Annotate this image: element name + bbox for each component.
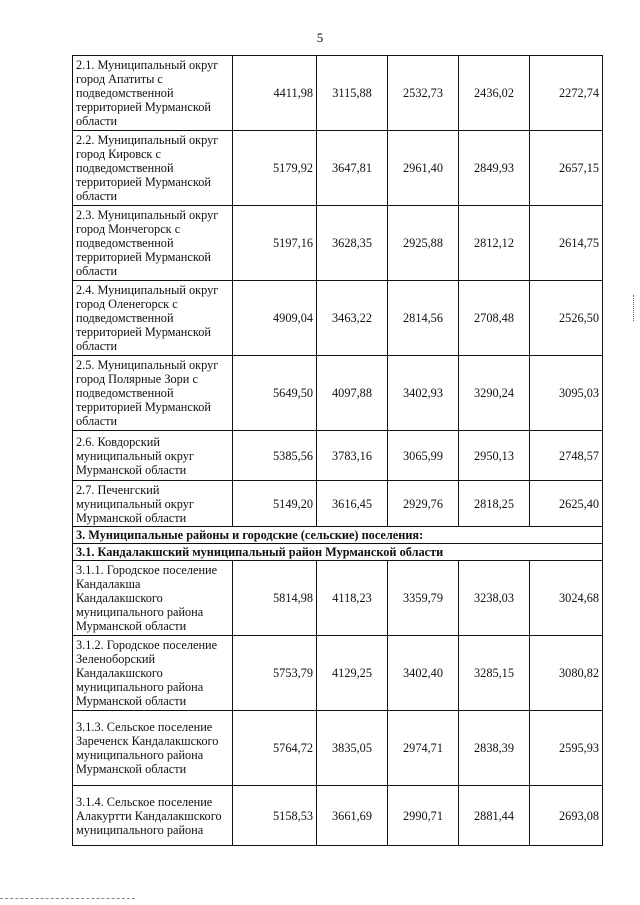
value-cell: 4118,23 [317, 561, 388, 636]
section-heading: 3. Муниципальные районы и городские (сельские) поселения: [73, 527, 603, 544]
value-cell: 5753,79 [233, 636, 317, 711]
value-cell: 2929,76 [388, 481, 459, 527]
value-cell: 2974,71 [388, 711, 459, 786]
value-cell: 3024,68 [530, 561, 603, 636]
table-row [73, 636, 603, 711]
table-row [73, 561, 603, 636]
value-cell: 2657,15 [530, 131, 603, 206]
value-cell: 2748,57 [530, 431, 603, 481]
value-cell: 2838,39 [459, 711, 530, 786]
value-cell: 5179,92 [233, 131, 317, 206]
value-cell: 4411,98 [233, 56, 317, 131]
value-cell: 2990,71 [388, 786, 459, 846]
value-cell: 3783,16 [317, 431, 388, 481]
value-cell: 2708,48 [459, 281, 530, 356]
territory-name-cell: 2.4. Муниципальный округ город Оленегорск с подведомственной территорией Мурманской области [73, 281, 233, 356]
territory-name-cell: 2.5. Муниципальный округ город Полярные Зори с подведомственной территорией Мурманской области [73, 356, 233, 431]
table-body [73, 56, 603, 846]
value-cell: 2961,40 [388, 131, 459, 206]
table-row [73, 786, 603, 846]
value-cell: 5197,16 [233, 206, 317, 281]
territory-name-cell: 2.1. Муниципальный округ город Апатиты с подведомственной территорией Мурманской области [73, 56, 233, 131]
value-cell: 5764,72 [233, 711, 317, 786]
value-cell: 4097,88 [317, 356, 388, 431]
value-cell: 4129,25 [317, 636, 388, 711]
scan-edge-mark [633, 295, 637, 321]
territory-name-cell: 3.1.1. Городское поселение Кандалакша Кандалакшского муниципального района Мурманской области [73, 561, 233, 636]
value-cell: 3463,22 [317, 281, 388, 356]
value-cell: 5149,20 [233, 481, 317, 527]
value-cell: 3080,82 [530, 636, 603, 711]
value-cell: 3238,03 [459, 561, 530, 636]
value-cell: 3115,88 [317, 56, 388, 131]
territory-name-cell: 2.2. Муниципальный округ город Кировск с подведомственной территорией Мурманской области [73, 131, 233, 206]
section-heading: 3.1. Кандалакшский муниципальный район Мурманской области [73, 544, 603, 561]
table-row [73, 356, 603, 431]
value-cell: 3835,05 [317, 711, 388, 786]
value-cell: 3628,35 [317, 206, 388, 281]
value-cell: 5649,50 [233, 356, 317, 431]
table-row [73, 56, 603, 131]
value-cell: 2693,08 [530, 786, 603, 846]
value-cell: 5385,56 [233, 431, 317, 481]
value-cell: 3616,45 [317, 481, 388, 527]
value-cell: 5814,98 [233, 561, 317, 636]
territory-name-cell: 2.7. Печенгский муниципальный округ Мурманской области [73, 481, 233, 527]
value-cell: 5158,53 [233, 786, 317, 846]
page-number: 5 [316, 30, 324, 45]
value-cell: 2614,75 [530, 206, 603, 281]
value-cell: 3647,81 [317, 131, 388, 206]
value-cell: 3065,99 [388, 431, 459, 481]
territory-name-cell: 2.3. Муниципальный округ город Мончегорск с подведомственной территорией Мурманской области [73, 206, 233, 281]
value-cell: 2526,50 [530, 281, 603, 356]
value-cell: 2272,74 [530, 56, 603, 131]
tariff-table [72, 55, 603, 846]
value-cell: 2814,56 [388, 281, 459, 356]
value-cell: 2818,25 [459, 481, 530, 527]
value-cell: 2849,93 [459, 131, 530, 206]
value-cell: 2925,88 [388, 206, 459, 281]
value-cell: 3661,69 [317, 786, 388, 846]
value-cell: 2950,13 [459, 431, 530, 481]
value-cell: 4909,04 [233, 281, 317, 356]
value-cell: 3402,93 [388, 356, 459, 431]
value-cell: 2812,12 [459, 206, 530, 281]
value-cell: 3095,03 [530, 356, 603, 431]
table-row [73, 711, 603, 786]
territory-name-cell: 3.1.3. Сельское поселение Зареченск Кандалакшского муниципального района Мурманской области [73, 711, 233, 786]
section-heading-row [73, 544, 603, 561]
value-cell: 2532,73 [388, 56, 459, 131]
table-row [73, 481, 603, 527]
territory-name-cell: 3.1.2. Городское поселение Зеленоборский Кандалакшского муниципального района Мурманской области [73, 636, 233, 711]
footer-line [0, 898, 135, 899]
territory-name-cell: 3.1.4. Сельское поселение Алакуртти Кандалакшского муниципального района [73, 786, 233, 846]
value-cell: 2436,02 [459, 56, 530, 131]
section-heading-row [73, 527, 603, 544]
value-cell: 2881,44 [459, 786, 530, 846]
table-row [73, 131, 603, 206]
value-cell: 3285,15 [459, 636, 530, 711]
territory-name-cell: 2.6. Ковдорский муниципальный округ Мурманской области [73, 431, 233, 481]
table-row [73, 206, 603, 281]
value-cell: 2595,93 [530, 711, 603, 786]
value-cell: 3359,79 [388, 561, 459, 636]
table-row [73, 281, 603, 356]
value-cell: 3402,40 [388, 636, 459, 711]
table-row [73, 431, 603, 481]
value-cell: 3290,24 [459, 356, 530, 431]
value-cell: 2625,40 [530, 481, 603, 527]
